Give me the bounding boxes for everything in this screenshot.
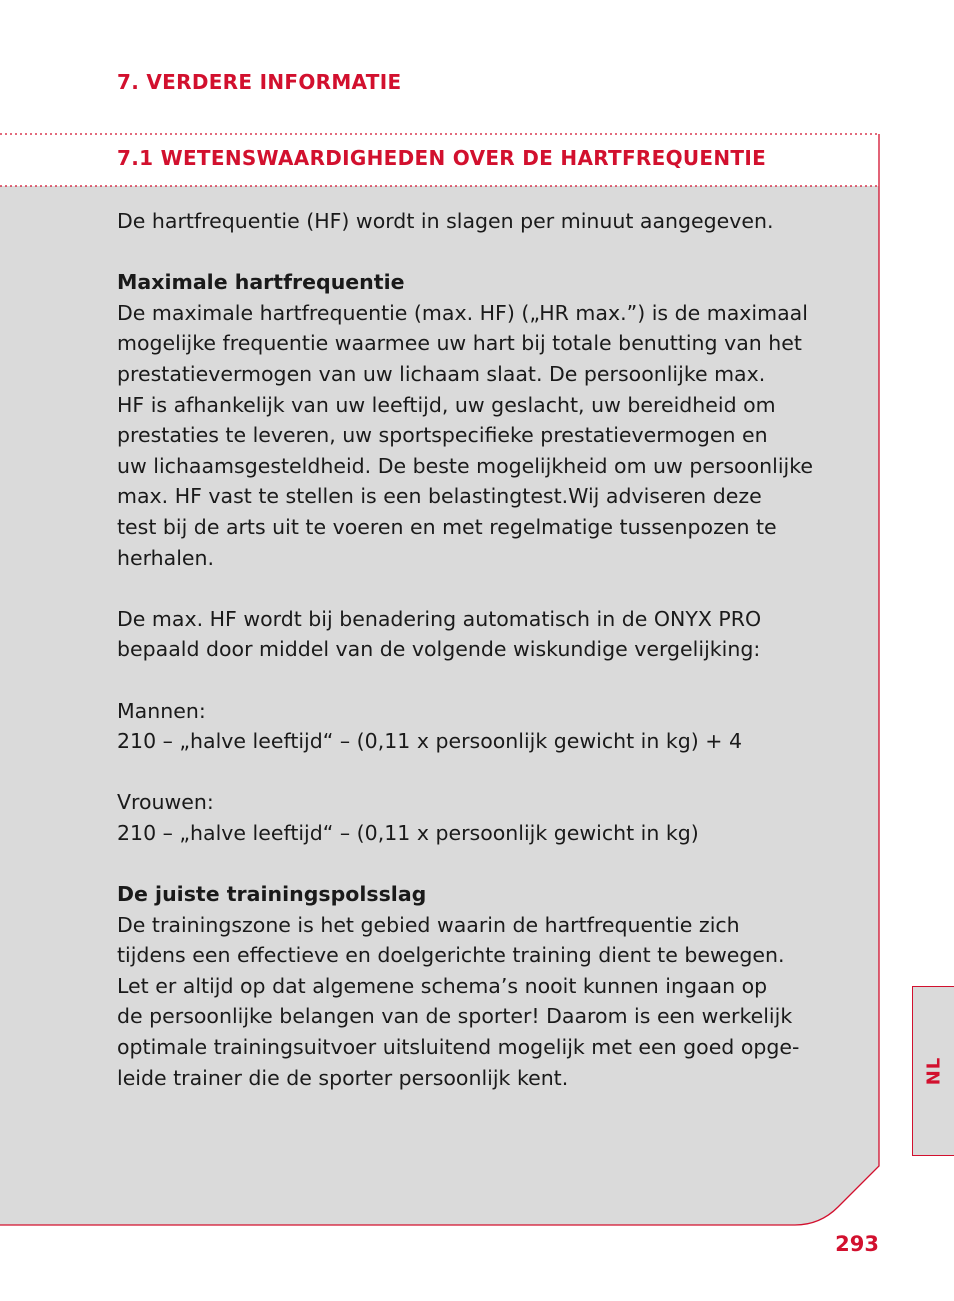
max-hr-title: Maximale hartfrequentie — [117, 270, 405, 295]
training-line: leide trainer die de sporter persoonlijk kent. — [117, 1065, 569, 1090]
max-hr-line: prestatievermogen van uw lichaam slaat. De persoonlijke max. — [117, 361, 766, 386]
training-line: tijdens een effectieve en doelgerichte training dient te bewegen. — [117, 943, 785, 968]
training-line: de persoonlijke belangen van de sporter! Daarom is een werkelijk — [117, 1004, 793, 1029]
men-formula: 210 – „halve leeftijd“ – (0,11 x persoonlijk gewicht in kg) + 4 — [117, 729, 742, 754]
training-line: optimale trainingsuitvoer uitsluitend mogelijk met een goed opge- — [117, 1035, 800, 1060]
subsection-heading: 7.1 WETENSWAARDIGHEDEN OVER DE HARTFREQUENTIE — [117, 146, 767, 170]
language-tab-label: NL — [923, 1056, 944, 1086]
women-formula: 210 – „halve leeftijd“ – (0,11 x persoonlijk gewicht in kg) — [117, 820, 699, 845]
auto-calc-line: De max. HF wordt bij benadering automatisch in de ONYX PRO — [117, 606, 762, 631]
training-line: Let er altijd op dat algemene schema’s nooit kunnen ingaan op — [117, 973, 768, 998]
women-label: Vrouwen: — [117, 790, 214, 815]
intro-paragraph: De hartfrequentie (HF) wordt in slagen per minuut aangegeven. — [117, 209, 774, 233]
max-hr-line: prestaties te leveren, uw sportspecifieke prestatievermogen en — [117, 423, 768, 448]
body-text — [117, 206, 837, 1093]
max-hr-line: HF is afhankelijk van uw leeftijd, uw geslacht, uw bereidheid om — [117, 392, 776, 417]
max-hr-line: test bij de arts uit te voeren en met regelmatige tussenpozen te — [117, 514, 777, 539]
section-heading: 7. VERDERE INFORMATIE — [117, 70, 402, 94]
max-hr-line: max. HF vast te stellen is een belastingtest.Wij adviseren deze — [117, 484, 762, 509]
men-label: Mannen: — [117, 698, 206, 723]
training-line: De trainingszone is het gebied waarin de hartfrequentie zich — [117, 912, 740, 937]
language-tab — [912, 986, 954, 1156]
max-hr-line: herhalen. — [117, 545, 215, 570]
training-title: De juiste trainingspolsslag — [117, 882, 427, 907]
max-hr-line: uw lichaamsgesteldheid. De beste mogelijkheid om uw persoonlijke — [117, 453, 813, 478]
auto-calc-line: bepaald door middel van de volgende wiskundige vergelijking: — [117, 637, 761, 662]
max-hr-line: De maximale hartfrequentie (max. HF) („HR max.”) is de maximaal — [117, 300, 808, 325]
max-hr-line: mogelijke frequentie waarmee uw hart bij totale benutting van het — [117, 331, 802, 356]
page-number: 293 — [835, 1232, 879, 1256]
